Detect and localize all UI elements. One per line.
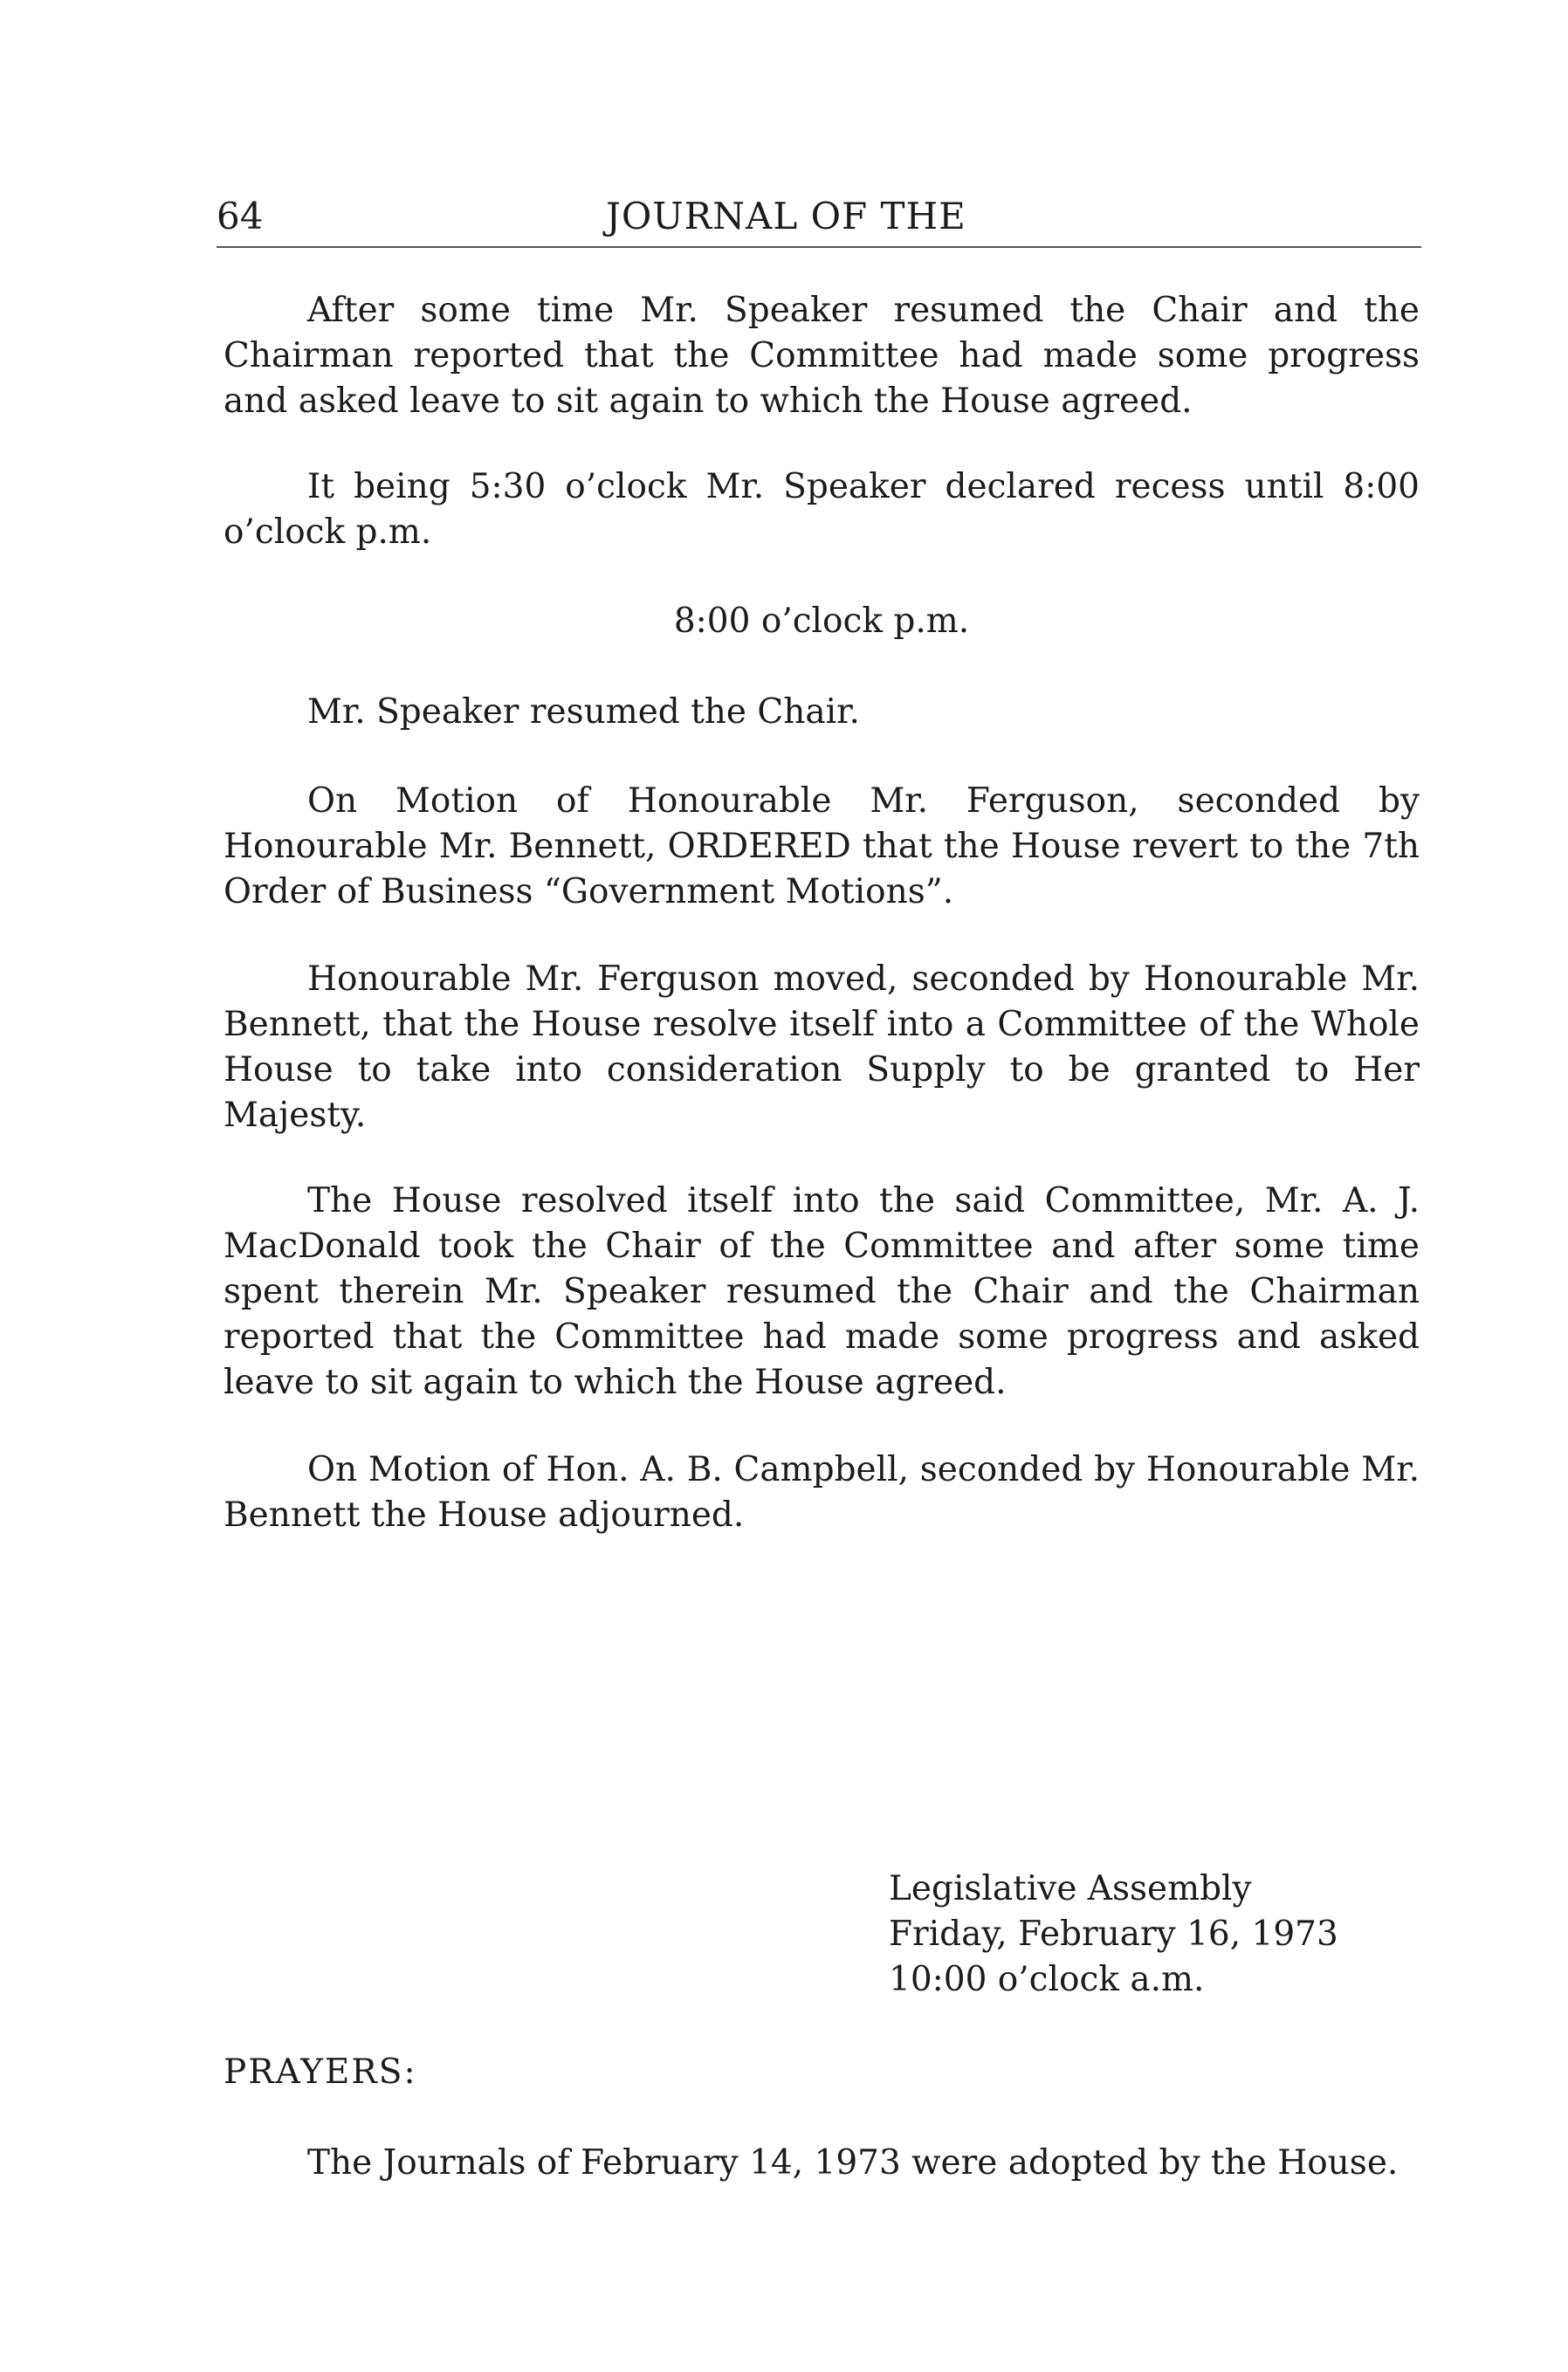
paragraph-motion-revert: On Motion of Honourable Mr. Ferguson, seconded by Honourable Mr. Bennett, ORDERED that the House revert to the 7th Order of Business “Government Motions”. xyxy=(224,781,1420,911)
paragraph-committee-of-whole: The House resolved itself into the said Committee, Mr. A. J. MacDonald took the Chair of the Committee and after some time spent therein Mr. Speaker resumed the Chair and the Chairman reported that the Committee had made some progress and asked leave to sit again to which the House agreed. xyxy=(224,1181,1420,1402)
page-header xyxy=(217,190,1421,243)
header-divider xyxy=(217,246,1421,248)
evening-time-heading: 8:00 o’clock p.m. xyxy=(673,602,970,641)
paragraph-journals-adopted: The Journals of February 14, 1973 were adopted by the House. xyxy=(307,2143,1399,2183)
paragraph-motion-supply: Honourable Mr. Ferguson moved, seconded by Honourable Mr. Bennett, that the House resolve itself into a Committee of the Whole House to take into consideration Supply to be granted to Her Majesty. xyxy=(224,959,1420,1135)
paragraph-speaker-resumed: Mr. Speaker resumed the Chair. xyxy=(307,692,860,732)
paragraph-adjourned: On Motion of Hon. A. B. Campbell, seconded by Honourable Mr. Bennett the House adjourned. xyxy=(224,1450,1420,1535)
paragraph-committee-progress: After some time Mr. Speaker resumed the Chair and the Chairman reported that the Committee had made some progress and asked leave to sit again to which the House agreed. xyxy=(224,291,1420,421)
dateline-time: 10:00 o’clock a.m. xyxy=(889,1960,1205,1999)
running-title: JOURNAL OF THE xyxy=(606,195,966,237)
dateline-date: Friday, February 16, 1973 xyxy=(889,1915,1338,1954)
dateline-assembly: Legislative Assembly xyxy=(889,1869,1252,1908)
paragraph-recess: It being 5:30 o’clock Mr. Speaker declared recess until 8:00 o’clock p.m. xyxy=(224,467,1420,552)
sitting-dateline xyxy=(889,1867,1338,2003)
page-number: 64 xyxy=(217,195,264,237)
prayers-label: PRAYERS: xyxy=(224,2052,417,2092)
